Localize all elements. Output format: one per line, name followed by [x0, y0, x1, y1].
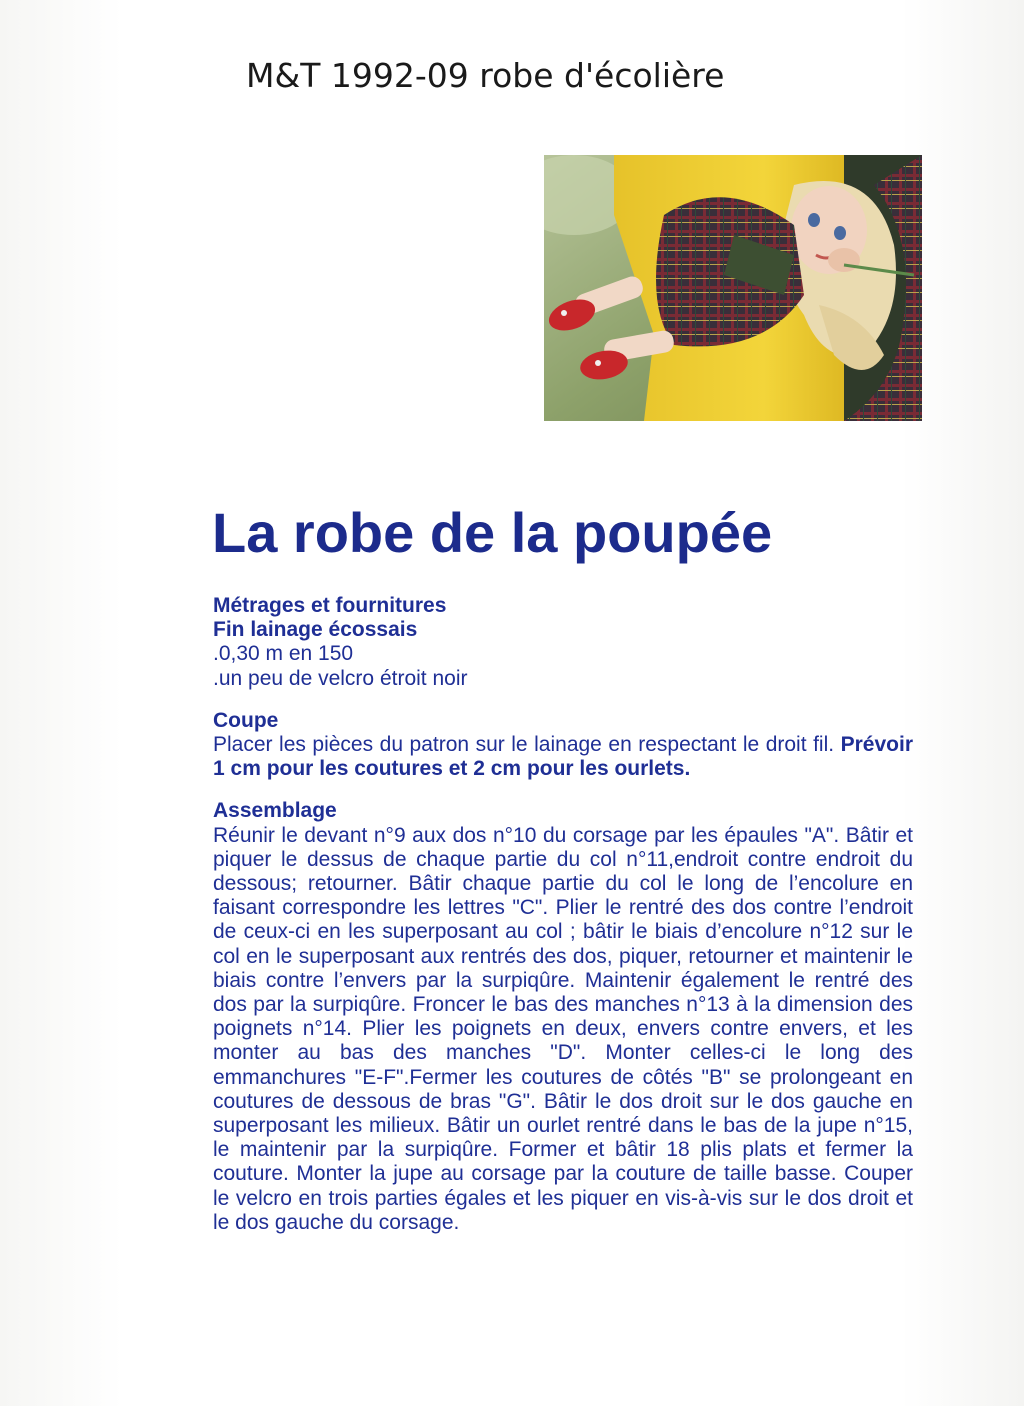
instructions-body: [213, 594, 913, 1235]
assemblage-heading: Assemblage: [213, 799, 337, 823]
coupe-bold-text: Prévoir 1 cm pour les coutures et 2 cm pour les ourlets.: [213, 733, 913, 781]
fournitures-section: [213, 594, 913, 691]
fournitures-heading: Métrages et fournitures: [213, 594, 447, 617]
fabric-subheading: Fin lainage écossais: [213, 618, 418, 642]
assemblage-paragraph: Réunir le devant n°9 aux dos n°10 du corsage par les épaules "A". Bâtir et piquer le dessus de chaque partie du col n°11,endroit contre endroit du dessous; retourner. Bâtir chaque partie du col le long de l’encolure en faisant correspondre les lettres "C". Plier le rentré des dos contre l’endroit de ceux-ci en les superposant au col ; bâtir le biais d’encolure n°12 sur le col en le superposant aux rentrés des dos, piquer, retourner et maintenir le biais contre l’envers par la surpiqûre. Maintenir également le rentré des dos par la surpiqûre. Froncer le bas des manches n°13 à la dimension des poignets n°14. Plier les poignets en deux, envers contre envers, et les monter au bas des manches "D". Monter celles-ci le long des emmanchures "E-F".Fermer les coutures de côtés "B" se prolongeant en coutures de dessous de bras "G". Bâtir le dos droit sur le dos gauche en superposant les milieux. Bâtir un ourlet rentré dans le bas de la jupe n°15, le maintenir par la surpiqûre. Former et bâtir 18 plis plats et fermer la couture. Monter la jupe au corsage par la couture de taille basse. Couper le velcro en trois parties égales et les piquer en vis-à-vis sur le dos droit et le dos gauche du corsage.: [213, 823, 913, 1234]
document-header: M&T 1992-09 robe d'écolière: [246, 56, 725, 95]
doll-photo: [544, 155, 922, 421]
supply-item: .0,30 m en 150: [213, 642, 354, 666]
page-title: La robe de la poupée: [212, 501, 773, 564]
coupe-text: Placer les pièces du patron sur le lainage en respectant le droit fil.: [213, 733, 835, 757]
assemblage-section: [213, 799, 913, 1235]
coupe-section: [213, 709, 913, 782]
coupe-heading: Coupe: [213, 708, 279, 732]
coupe-paragraph: [213, 733, 913, 781]
supply-item: .un peu de velcro étroit noir: [213, 666, 468, 690]
